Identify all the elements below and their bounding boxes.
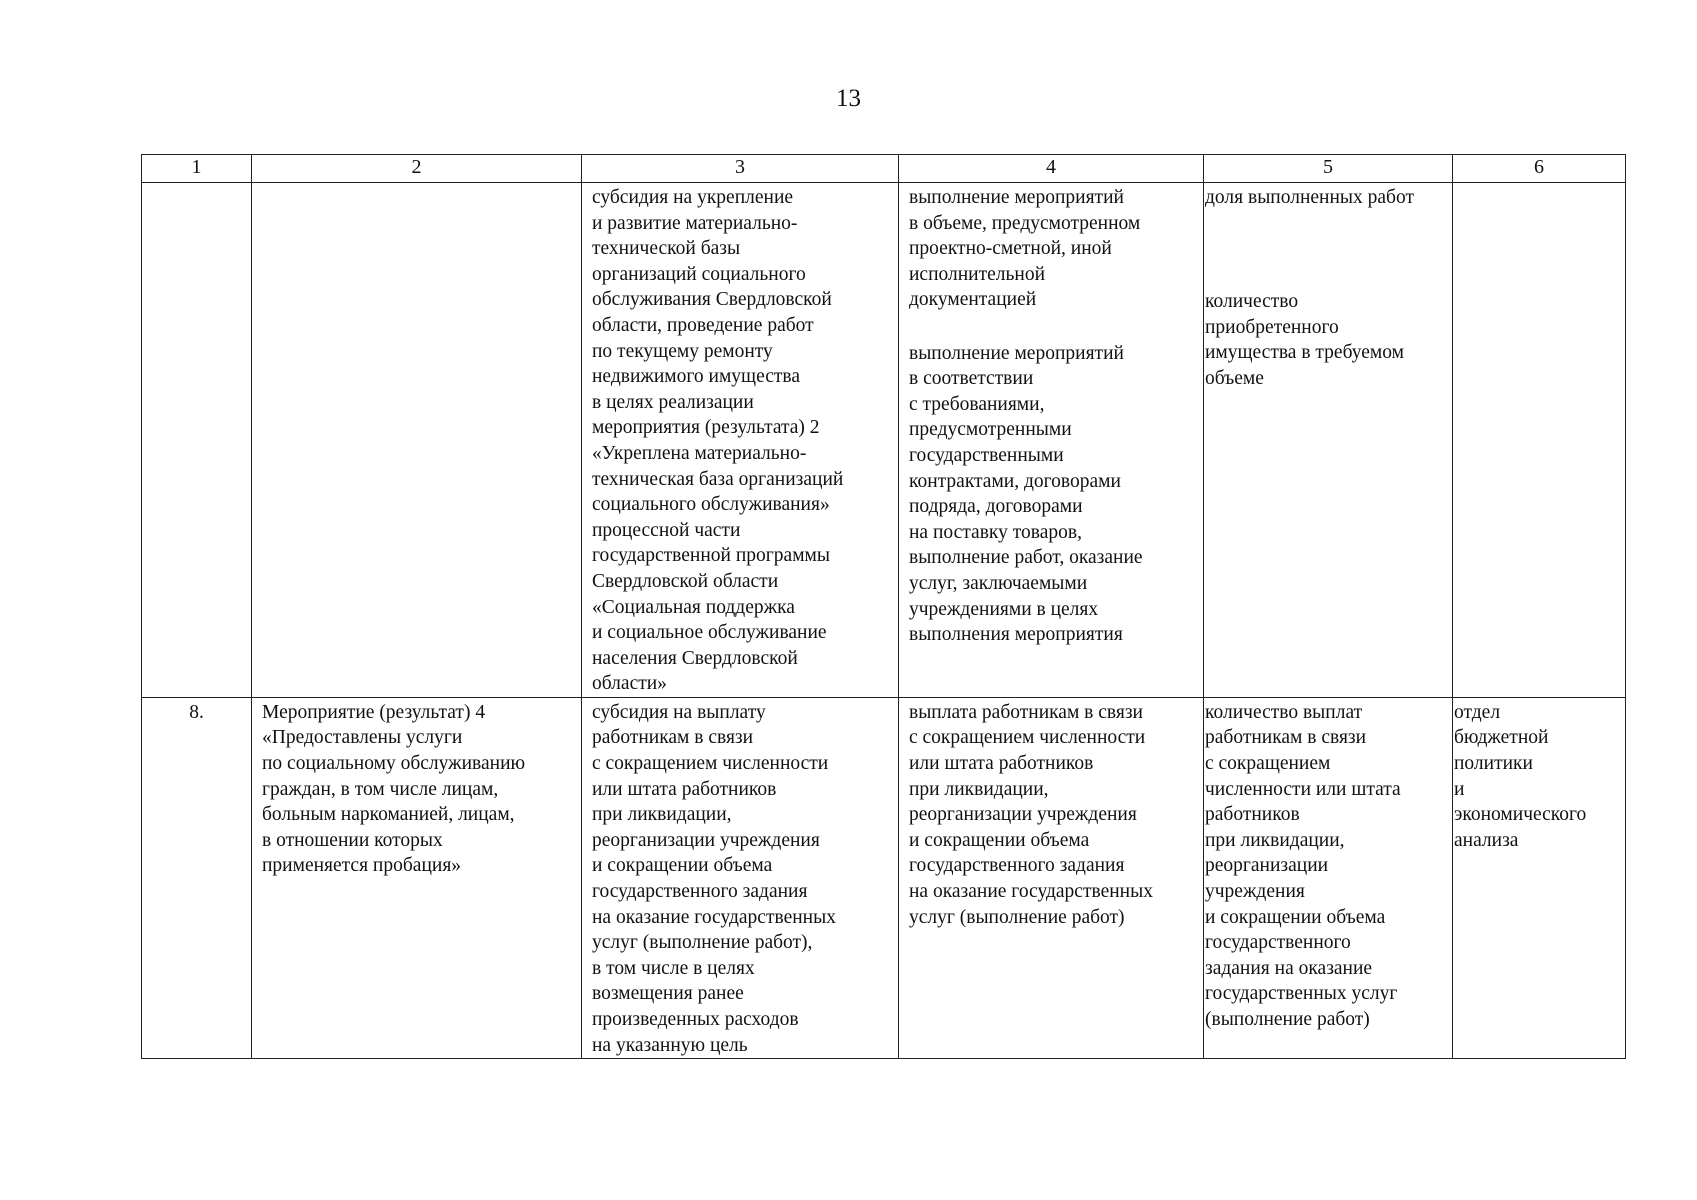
document-table <box>141 154 1626 1059</box>
column-header-5: 5 <box>1204 155 1453 183</box>
table-row <box>142 697 1626 1058</box>
row2-number-cell <box>142 697 252 1058</box>
row1-event-cell <box>252 183 582 698</box>
page-number: 13 <box>836 85 861 112</box>
column-header-3: 3 <box>582 155 899 183</box>
column-header-1: 1 <box>142 155 252 183</box>
row1-indicator-spacer <box>1204 211 1452 262</box>
row1-number <box>142 183 251 185</box>
row2-condition-cell <box>899 697 1204 1058</box>
column-header-6: 6 <box>1453 155 1626 183</box>
row1-responsible-cell <box>1453 183 1626 698</box>
row1-condition-a: выполнение мероприятий в объеме, предусмотренном проектно-сметной, иной исполнительной документацией <box>909 187 1141 311</box>
row1-event <box>252 183 581 185</box>
row1-condition-b: выполнение мероприятий в соответствии с требованиями, предусмотренными государственными контрактами, договорами подряда, договорами на поставку товаров, выполнение работ, оказание услуг, заключаемыми учреждениями в целях выполнения мероприятия <box>909 342 1143 646</box>
row1-indicator-spacer-2 <box>1204 262 1452 288</box>
row2-responsible-cell <box>1453 697 1626 1058</box>
row2-subsidy-cell <box>582 697 899 1058</box>
row2-number: 8. <box>189 701 204 723</box>
row1-indicator-cell <box>1204 183 1453 698</box>
row1-number-cell <box>142 183 252 698</box>
row1-responsible <box>1453 183 1625 185</box>
row1-condition-cell <box>899 183 1204 698</box>
row1-indicator-b: количество приобретенного имущества в требуемом объеме <box>1205 291 1404 389</box>
row2-subsidy: субсидия на выплату работникам в связи с сокращением численности или штата работников при ликвидации, реорганизации учреждения и сокращении объема государственного задания на оказание государственных услуг (выполнение работ), в том числе в целях возмещения ранее произведенных расходов на указанную цель <box>592 701 836 1056</box>
row2-indicator: количество выплат работникам в связи с сокращением численности или штата работников при ликвидации, реорганизации учреждения и сокращении объема государственного задания на оказание государственных услуг (выполнение работ) <box>1205 701 1401 1030</box>
column-header-4: 4 <box>899 155 1204 183</box>
row2-condition: выплата работникам в связи с сокращением численности или штата работников при ликвидации, реорганизации учреждения и сокращении объема государственного задания на оказание государственных услуг (выполнение работ) <box>909 701 1153 928</box>
row1-subsidy: субсидия на укрепление и развитие материально- технической базы организаций социального обслуживания Свердловской области, проведение работ по текущему ремонту недвижимого имущества в целях реализации мероприятия (результата) 2 «Укреплена материально- техническая база организаций социального обслуживания» процессной части государственной программы Свердловской области «Социальная поддержка и социальное обслуживание населения Свердловской области» <box>592 187 844 695</box>
row1-indicator-a: доля выполненных работ <box>1205 187 1414 208</box>
row1-subsidy-cell <box>582 183 899 698</box>
column-header-2: 2 <box>252 155 582 183</box>
row2-indicator-cell <box>1204 697 1453 1058</box>
row2-event: Мероприятие (результат) 4 «Предоставлены услуги по социальному обслуживанию граждан, в том числе лицам, больным наркоманией, лицам, в отношении которых применяется пробация» <box>262 701 526 877</box>
table-row <box>142 183 1626 698</box>
row2-event-cell <box>252 697 582 1058</box>
row1-condition-spacer <box>899 313 1203 339</box>
row2-responsible: отдел бюджетной политики и экономического анализа <box>1454 701 1587 851</box>
table-header-row <box>142 155 1626 183</box>
